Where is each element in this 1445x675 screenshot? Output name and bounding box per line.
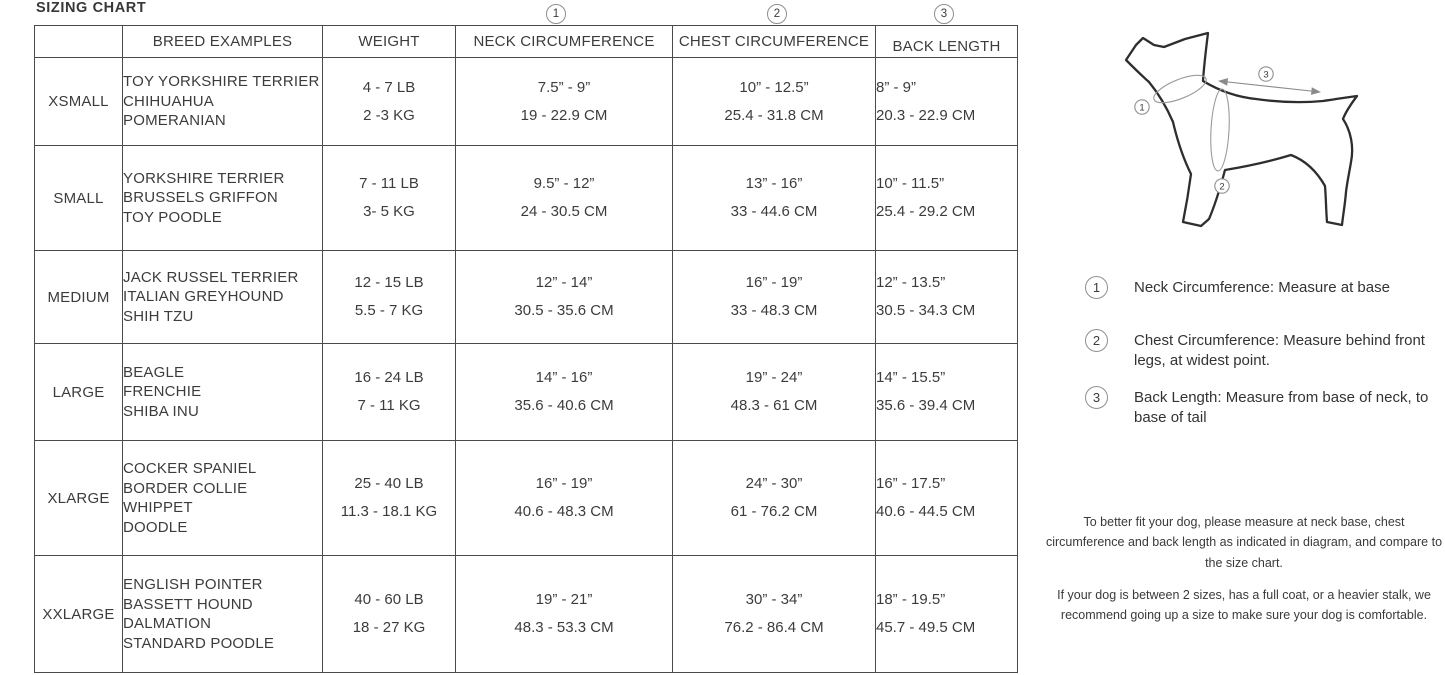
neck-cell: 9.5” - 12” 24 - 30.5 CM [456, 146, 673, 251]
back-length-cell: 10” - 11.5” 25.4 - 29.2 CM [876, 146, 1018, 251]
neck-cell: 14” - 16” 35.6 - 40.6 CM [456, 344, 673, 441]
breed-examples-cell: JACK RUSSEL TERRIER ITALIAN GREYHOUND SHIH TZU [123, 251, 323, 344]
chest-cell: 24” - 30” 61 - 76.2 CM [673, 441, 876, 556]
legend-item-back [1085, 388, 1435, 428]
breed-examples-cell: BEAGLE FRENCHIE SHIBA INU [123, 344, 323, 441]
legend-text-neck: Neck Circumference: Measure at base [1134, 279, 1390, 296]
legend-text-chest: Chest Circumference: Measure behind front legs, at widest point. [1134, 332, 1425, 369]
breed-examples-cell: ENGLISH POINTER BASSETT HOUND DALMATION STANDARD POODLE [123, 556, 323, 673]
neck-cell: 19” - 21” 48.3 - 53.3 CM [456, 556, 673, 673]
header-neck-circumference: NECK CIRCUMFERENCE [456, 26, 673, 58]
sizing-table [34, 25, 1018, 673]
size-label: XSMALL [35, 58, 123, 146]
size-label: MEDIUM [35, 251, 123, 344]
chest-cell: 30” - 34” 76.2 - 86.4 CM [673, 556, 876, 673]
back-length-cell: 8” - 9” 20.3 - 22.9 CM [876, 58, 1018, 146]
back-length-cell: 14” - 15.5” 35.6 - 39.4 CM [876, 344, 1018, 441]
size-row-large [35, 344, 1018, 441]
legend-item-neck [1085, 278, 1435, 299]
fitting-note-1: To better fit your dog, please measure at neck base, chest circumference and back length as indicated in diagram, and compare to the size chart. [1045, 515, 1443, 570]
breed-examples-cell: YORKSHIRE TERRIER BRUSSELS GRIFFON TOY POODLE [123, 146, 323, 251]
page-title: SIZING CHART [36, 0, 147, 16]
legend-circle-3: 3 [1085, 386, 1108, 409]
legend-text-back: Back Length: Measure from base of neck, to base of tail [1134, 389, 1429, 426]
weight-cell: 7 - 11 LB 3- 5 KG [323, 146, 456, 251]
fitting-note-2: If your dog is between 2 sizes, has a full coat, or a heavier stalk, we recommend going up a size to make sure your dog is comfortable. [1057, 587, 1431, 622]
legend-item-chest [1085, 331, 1435, 371]
diagram-marker-3 [1259, 67, 1273, 81]
size-label: XXLARGE [35, 556, 123, 673]
size-label: SMALL [35, 146, 123, 251]
neck-column-marker-circle: 1 [546, 4, 566, 24]
neck-measure-ellipse [1150, 70, 1209, 109]
chest-column-marker-circle: 2 [767, 4, 787, 24]
header-chest-circumference: CHEST CIRCUMFERENCE [673, 26, 876, 58]
back-length-cell: 18” - 19.5” 45.7 - 49.5 CM [876, 556, 1018, 673]
weight-cell: 12 - 15 LB 5.5 - 7 KG [323, 251, 456, 344]
neck-cell: 16” - 19” 40.6 - 48.3 CM [456, 441, 673, 556]
fitting-notes [1043, 512, 1445, 637]
dog-measurement-diagram [1080, 18, 1445, 262]
breed-examples-cell: COCKER SPANIEL BORDER COLLIE WHIPPET DOODLE [123, 441, 323, 556]
back-length-cell: 16” - 17.5” 40.6 - 44.5 CM [876, 441, 1018, 556]
size-row-xsmall [35, 58, 1018, 146]
size-label: XLARGE [35, 441, 123, 556]
neck-cell: 7.5” - 9” 19 - 22.9 CM [456, 58, 673, 146]
size-row-xlarge [35, 441, 1018, 556]
back-length-cell: 12” - 13.5” 30.5 - 34.3 CM [876, 251, 1018, 344]
chest-cell: 10” - 12.5” 25.4 - 31.8 CM [673, 58, 876, 146]
size-label: LARGE [35, 344, 123, 441]
weight-cell: 25 - 40 LB 11.3 - 18.1 KG [323, 441, 456, 556]
size-row-small [35, 146, 1018, 251]
diagram-marker-1-label: 1 [1139, 102, 1145, 114]
weight-cell: 40 - 60 LB 18 - 27 KG [323, 556, 456, 673]
chest-measure-ellipse [1209, 89, 1231, 172]
sizing-table-body [35, 58, 1018, 673]
header-back-length: BACK LENGTH [876, 26, 1018, 58]
dog-outline-icon [1126, 33, 1357, 226]
weight-cell: 16 - 24 LB 7 - 11 KG [323, 344, 456, 441]
back-column-marker-circle: 3 [934, 4, 954, 24]
header-breed-examples: BREED EXAMPLES [123, 26, 323, 58]
chest-cell: 16” - 19” 33 - 48.3 CM [673, 251, 876, 344]
chest-cell: 19” - 24” 48.3 - 61 CM [673, 344, 876, 441]
chest-cell: 13” - 16” 33 - 44.6 CM [673, 146, 876, 251]
diagram-marker-2 [1215, 179, 1229, 193]
size-row-medium [35, 251, 1018, 344]
header-size [35, 26, 123, 58]
back-length-arrow [1219, 81, 1320, 92]
header-weight: WEIGHT [323, 26, 456, 58]
diagram-marker-1 [1135, 100, 1149, 114]
sizing-table-header [35, 26, 1018, 58]
header-row [35, 26, 1018, 58]
legend-circle-2: 2 [1085, 329, 1108, 352]
diagram-marker-3-label: 3 [1263, 69, 1269, 81]
breed-examples-cell: TOY YORKSHIRE TERRIER CHIHUAHUA POMERANIAN [123, 58, 323, 146]
legend-circle-1: 1 [1085, 276, 1108, 299]
size-row-xxlarge [35, 556, 1018, 673]
weight-cell: 4 - 7 LB 2 -3 KG [323, 58, 456, 146]
measurement-legend [1085, 278, 1435, 428]
diagram-marker-2-label: 2 [1219, 181, 1225, 193]
neck-cell: 12” - 14” 30.5 - 35.6 CM [456, 251, 673, 344]
